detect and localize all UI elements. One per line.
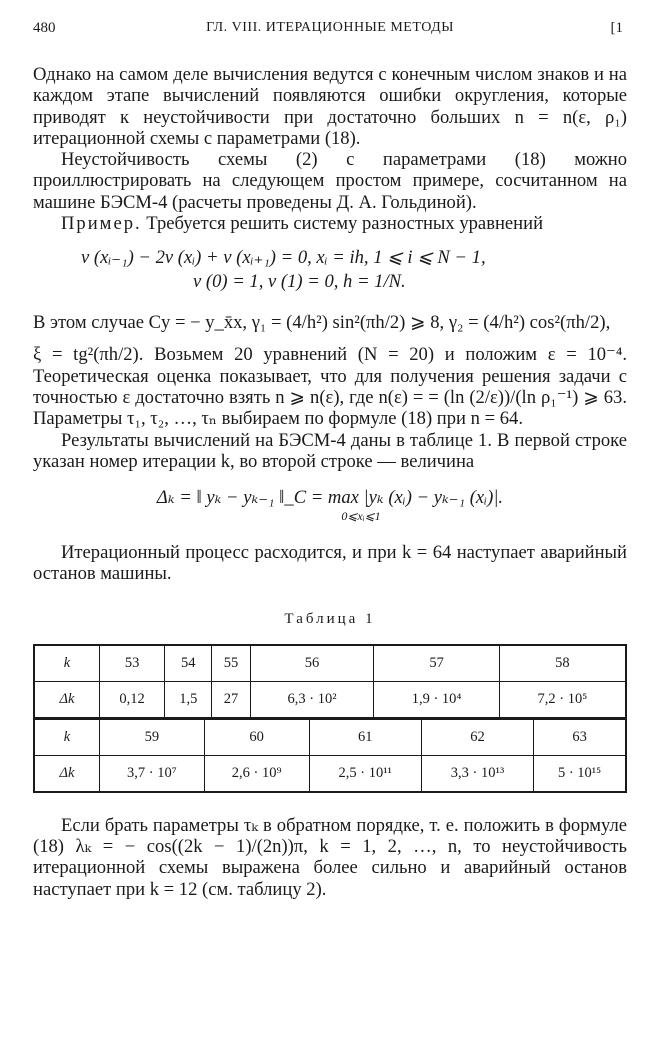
table-cell: 0,12 xyxy=(100,681,165,718)
row-label-delta: Δk xyxy=(34,681,100,718)
example-text: Требуется решить систему разностных уравнений xyxy=(141,213,544,235)
table-cell: 6,3 · 10² xyxy=(250,681,374,718)
table-cell: 27 xyxy=(212,681,250,718)
table-cell: 3,3 · 10¹³ xyxy=(421,755,533,792)
page-number: 480 xyxy=(33,20,56,36)
row-label-k: k xyxy=(34,645,100,682)
table-row xyxy=(34,719,626,755)
table-cell: 63 xyxy=(534,719,626,755)
paragraph-reverse-order: Если брать параметры τₖ в обратном порядке, т. е. положить в формуле (18) λₖ = − cos((2k − 1)/(2n))π, k = 1, 2, …, n, то неустойчивость итерационной схемы выражена более сильно и аварийный останов наступает при k = 12 (см. таблицу 2). xyxy=(33,814,627,900)
results-table-part1 xyxy=(33,644,627,719)
row-label-delta: Δk xyxy=(34,755,100,792)
paragraph-example xyxy=(33,213,627,234)
paragraph-divergence: Итерационный процесс расходится, и при k = 64 наступает аварийный останов машины. xyxy=(33,542,627,585)
table-cell: 2,6 · 10⁹ xyxy=(204,755,309,792)
book-page xyxy=(33,20,627,900)
results-table-part2 xyxy=(33,719,627,793)
paragraph-case: В этом случае Cy = − y_x̄x, γ₁ = (4/h²) sin²(πh/2) ⩾ 8, γ₂ = (4/h²) cos²(πh/2), xyxy=(33,312,611,334)
equation-delta: Δₖ = ‖ yₖ − yₖ₋₁ ‖_C = max |yₖ (xᵢ) − yₖ₋₁ (xᵢ)|. xyxy=(156,487,504,509)
table-cell: 54 xyxy=(165,645,212,682)
table-cell: 60 xyxy=(204,719,309,755)
table-cell: 57 xyxy=(374,645,499,682)
table-cell: 1,9 · 10⁴ xyxy=(374,681,499,718)
paragraph-instability: Неустойчивость схемы (2) с параметрами (18) можно проиллюстрировать на следующем простом примере, сосчитанном на машине БЭСМ-4 (расчеты проведены Д. А. Гольдиной). xyxy=(33,149,627,213)
equation-delta-subscript: 0⩽xᵢ⩽1 xyxy=(341,509,381,524)
table-cell: 62 xyxy=(421,719,533,755)
paragraph-rounding-errors: Однако на самом деле вычисления ведутся с конечным числом знаков и на каждом этапе вычислений появляются ошибки округления, которые приводят к неустойчивости при достаточно больших n = n(ε, ρ₁) итерационной схемы с параметрами (18). xyxy=(33,64,627,149)
page-header xyxy=(33,20,627,44)
running-head: ГЛ. VIII. ИТЕРАЦИОННЫЕ МЕТОДЫ xyxy=(206,20,454,35)
row-label-k: k xyxy=(34,719,100,755)
table-cell: 5 · 10¹⁵ xyxy=(534,755,626,792)
equation-boundary: v (0) = 1, v (1) = 0, h = 1/N. xyxy=(193,271,406,293)
table-cell: 2,5 · 10¹¹ xyxy=(309,755,421,792)
paragraph-results: Результаты вычислений на БЭСМ-4 даны в таблице 1. В первой строке указан номер итерации k, во второй строке — величина xyxy=(33,429,627,472)
paragraph-estimate: ξ = tg²(πh/2). Возьмем 20 уравнений (N = 20) и положим ε = 10⁻⁴. Теоретическая оценка показывает, что для получения решения задачи с точностью ε достаточно взять n ⩾ n(ε), где n(ε) = = (ln (2/ε))/(ln ρ₁⁻¹) ⩾ 63. Параметры τ₁, τ₂, …, τₙ выбираем по формуле (18) при n = 64. xyxy=(33,344,627,430)
table-cell: 1,5 xyxy=(165,681,212,718)
equation-difference: v (xᵢ₋₁) − 2v (xᵢ) + v (xᵢ₊₁) = 0, xᵢ = ih, 1 ⩽ i ⩽ N − 1, xyxy=(81,247,486,269)
table-row xyxy=(34,755,626,792)
table-cell: 59 xyxy=(100,719,205,755)
table-cell: 7,2 · 10⁵ xyxy=(499,681,626,718)
section-mark: [1 xyxy=(610,20,623,36)
example-label: Пример. xyxy=(61,213,142,235)
table-row xyxy=(34,645,626,682)
table-row xyxy=(34,681,626,718)
table-cell: 53 xyxy=(100,645,165,682)
table-caption: Таблица 1 xyxy=(284,610,376,627)
table-cell: 61 xyxy=(309,719,421,755)
table-cell: 55 xyxy=(212,645,250,682)
table-cell: 3,7 · 10⁷ xyxy=(100,755,205,792)
table-cell: 56 xyxy=(250,645,374,682)
table-cell: 58 xyxy=(499,645,626,682)
